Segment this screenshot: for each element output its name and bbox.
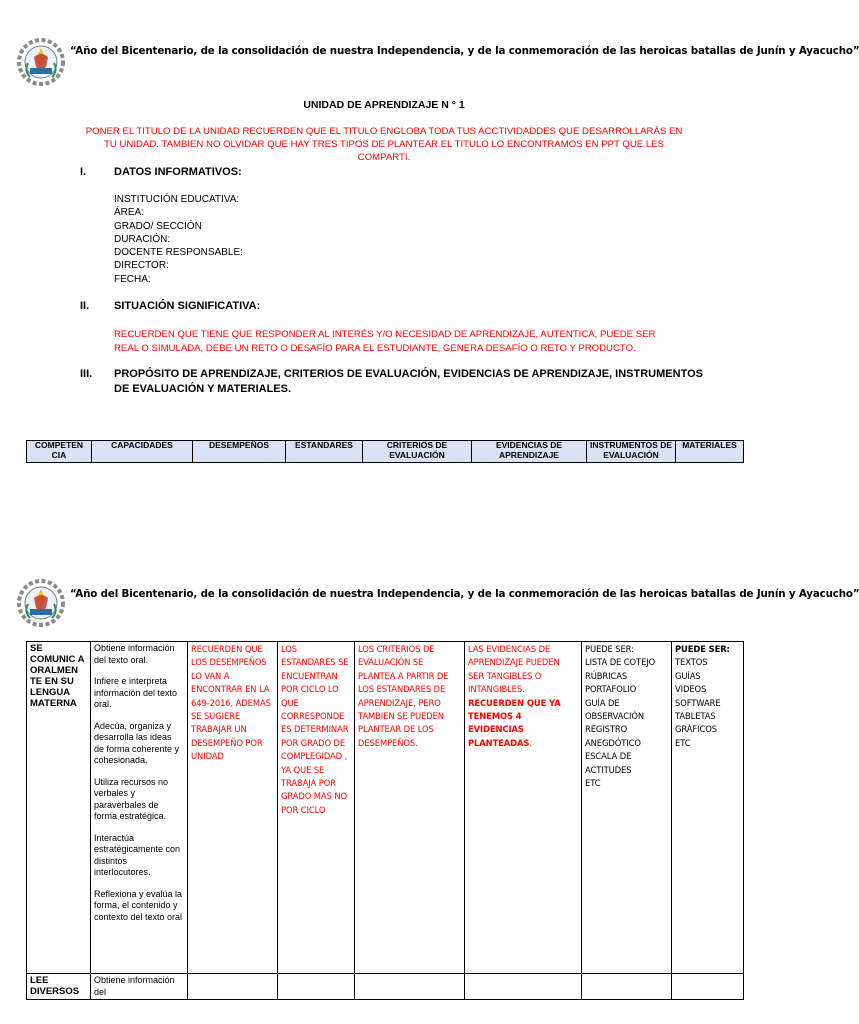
datos-item: DIRECTOR:: [114, 260, 169, 272]
header-motto: “Año del Bicentenario, de la consolidación de nuestra Independencia, y de la conmemoración de las heroicas batallas de Junín y Ayacucho”: [70, 588, 859, 600]
evidencias-cell: LAS EVIDENCIAS DE APRENDIZAJE PUEDEN SER TANGIBLES O INTANGIBLES. RECUERDEN QUE YA TENEMOS 4 EVIDENCIAS PLANTEADAS.: [465, 642, 582, 974]
col-materiales: MATERIALES: [676, 441, 744, 463]
situacion-note: RECUERDEN QUE TIENE QUE RESPONDER AL INTERÉS Y/O NECESIDAD DE APRENDIZAJE, AUTENTICA, PUEDE SER REAL O SIMULADA, DEBE UN RETO O DESAFÍO PARA EL ESTUDIANTE, GENERA DESAFÍO O RETO Y PRODUCTO.: [114, 329, 656, 354]
datos-item: GRADO/ SECCIÓN: [114, 220, 202, 232]
instrumentos-cell: PUEDE SER: LISTA DE COTEJO RÚBRICAS PORTAFOLIO GUÍA DE OBSERVACIÓN REGISTRO ANEGDÓTICO ESCALA DE ACTITUDES ETC: [582, 642, 672, 974]
header-motto: “Año del Bicentenario, de la consolidación de nuestra Independencia, y de la conmemoración de las heroicas batallas de Junín y Ayacucho”: [70, 45, 859, 57]
capacidades-cell: Obtiene información del: [91, 974, 188, 1000]
section-1-number: I.: [80, 166, 87, 178]
col-estandares: ESTANDARES: [286, 441, 363, 463]
planning-table-body: [26, 641, 744, 1000]
empty-cell: [355, 974, 465, 1000]
school-logo-icon: [16, 37, 66, 87]
section-1-title: DATOS INFORMATIVOS:: [114, 166, 242, 178]
section-3-number: III.: [80, 368, 93, 380]
col-criterios: CRITERIOS DE EVALUACIÓN: [363, 441, 472, 463]
competencia-cell: SE COMUNIC A ORALMEN TE EN SU LENGUA MATERNA: [27, 642, 91, 974]
empty-cell: [465, 974, 582, 1000]
datos-informativos-list: [114, 193, 243, 286]
datos-item: FECHA:: [114, 273, 151, 285]
empty-cell: [278, 974, 355, 1000]
table-row: [27, 642, 744, 974]
desempenos-cell: RECUERDEN QUE LOS DESEMPEÑOS LO VAN A ENCONTRAR EN LA 649-2016, ADEMAS SE SUGIERE TRABAJAR UN DESEMPEÑO POR UNIDAD: [188, 642, 278, 974]
section-2-number: II.: [80, 300, 90, 312]
datos-item: ÁREA:: [114, 207, 145, 219]
empty-cell: [672, 974, 744, 1000]
school-logo-icon: [16, 578, 66, 628]
empty-cell: [188, 974, 278, 1000]
estandares-cell: LOS ESTANDARES SE ENCUENTRAN POR CICLO LO QUE CORRESPONDE ES DETERMINAR POR GRADO DE COMPLEGIDAD , YA QUE SE TRABAJA POR GRADO MAS NO POR CICLO: [278, 642, 355, 974]
col-desempenos: DESEMPEÑOS: [193, 441, 286, 463]
col-capacidades: CAPACIDADES: [92, 441, 193, 463]
section-2-title: SITUACIÓN SIGNIFICATIVA:: [114, 300, 261, 312]
capacidades-cell: Obtiene información del texto oral. Infiere e interpreta información del texto oral. Adecúa, organiza y desarrolla las ideas de forma coherente y cohesionada. Utiliza recursos no verbales y paraverbales de forma estratégica. Interactúa estratégicamente con distintos interlocutores. Reflexiona y evalúa la forma, el contenido y contexto del texto oral: [91, 642, 188, 974]
planning-table-header: [26, 440, 744, 463]
col-evidencias: EVIDENCIAS DE APRENDIZAJE: [472, 441, 587, 463]
datos-item: DOCENTE RESPONSABLE:: [114, 247, 243, 259]
competencia-cell: LEE DIVERSOS: [27, 974, 91, 1000]
col-competencia: COMPETEN CIA: [27, 441, 92, 463]
unit-title-note: PONER EL TITULO DE LA UNIDAD RECUERDEN QUE EL TITULO ENGLOBA TODA TUS ACCTIVIDADDES QUE DESARROLLARÁS EN TU UNIDAD. TAMBIEN NO OLVIDAR QUE HAY TRES TIPOS DE PLANTEAR EL TITULO LO ENCONTRAMOS EN PPT QUE LES COMPARTI.: [85, 126, 683, 164]
datos-item: INSTITUCIÓN EDUCATIVA:: [114, 194, 240, 205]
materiales-cell: PUEDE SER: TEXTOS GUÍAS VIDEOS SOFTWARE TABLETAS GRÁFICOS ETC: [672, 642, 744, 974]
datos-item: DURACIÓN:: [114, 233, 171, 245]
unit-title: UNIDAD DE APRENDIZAJE N ° 1: [303, 99, 465, 111]
col-instrumentos: INSTRUMENTOS DE EVALUACIÓN: [587, 441, 676, 463]
section-3-title: PROPÓSITO DE APRENDIZAJE, CRITERIOS DE EVALUACIÓN, EVIDENCIAS DE APRENDIZAJE, INSTRUMENTOS DE EVALUACIÓN Y MATERIALES.: [114, 368, 703, 395]
criterios-cell: LOS CRITERIOS DE EVALUACIÓN SE PLANTEA A PARTIR DE LOS ESTANDARES DE APRENDIZAJE, PERO TAMBIEN SE PUEDEN PLANTEAR DE LOS DESEMPEÑOS.: [355, 642, 465, 974]
empty-cell: [582, 974, 672, 1000]
table-row: [27, 974, 744, 1000]
